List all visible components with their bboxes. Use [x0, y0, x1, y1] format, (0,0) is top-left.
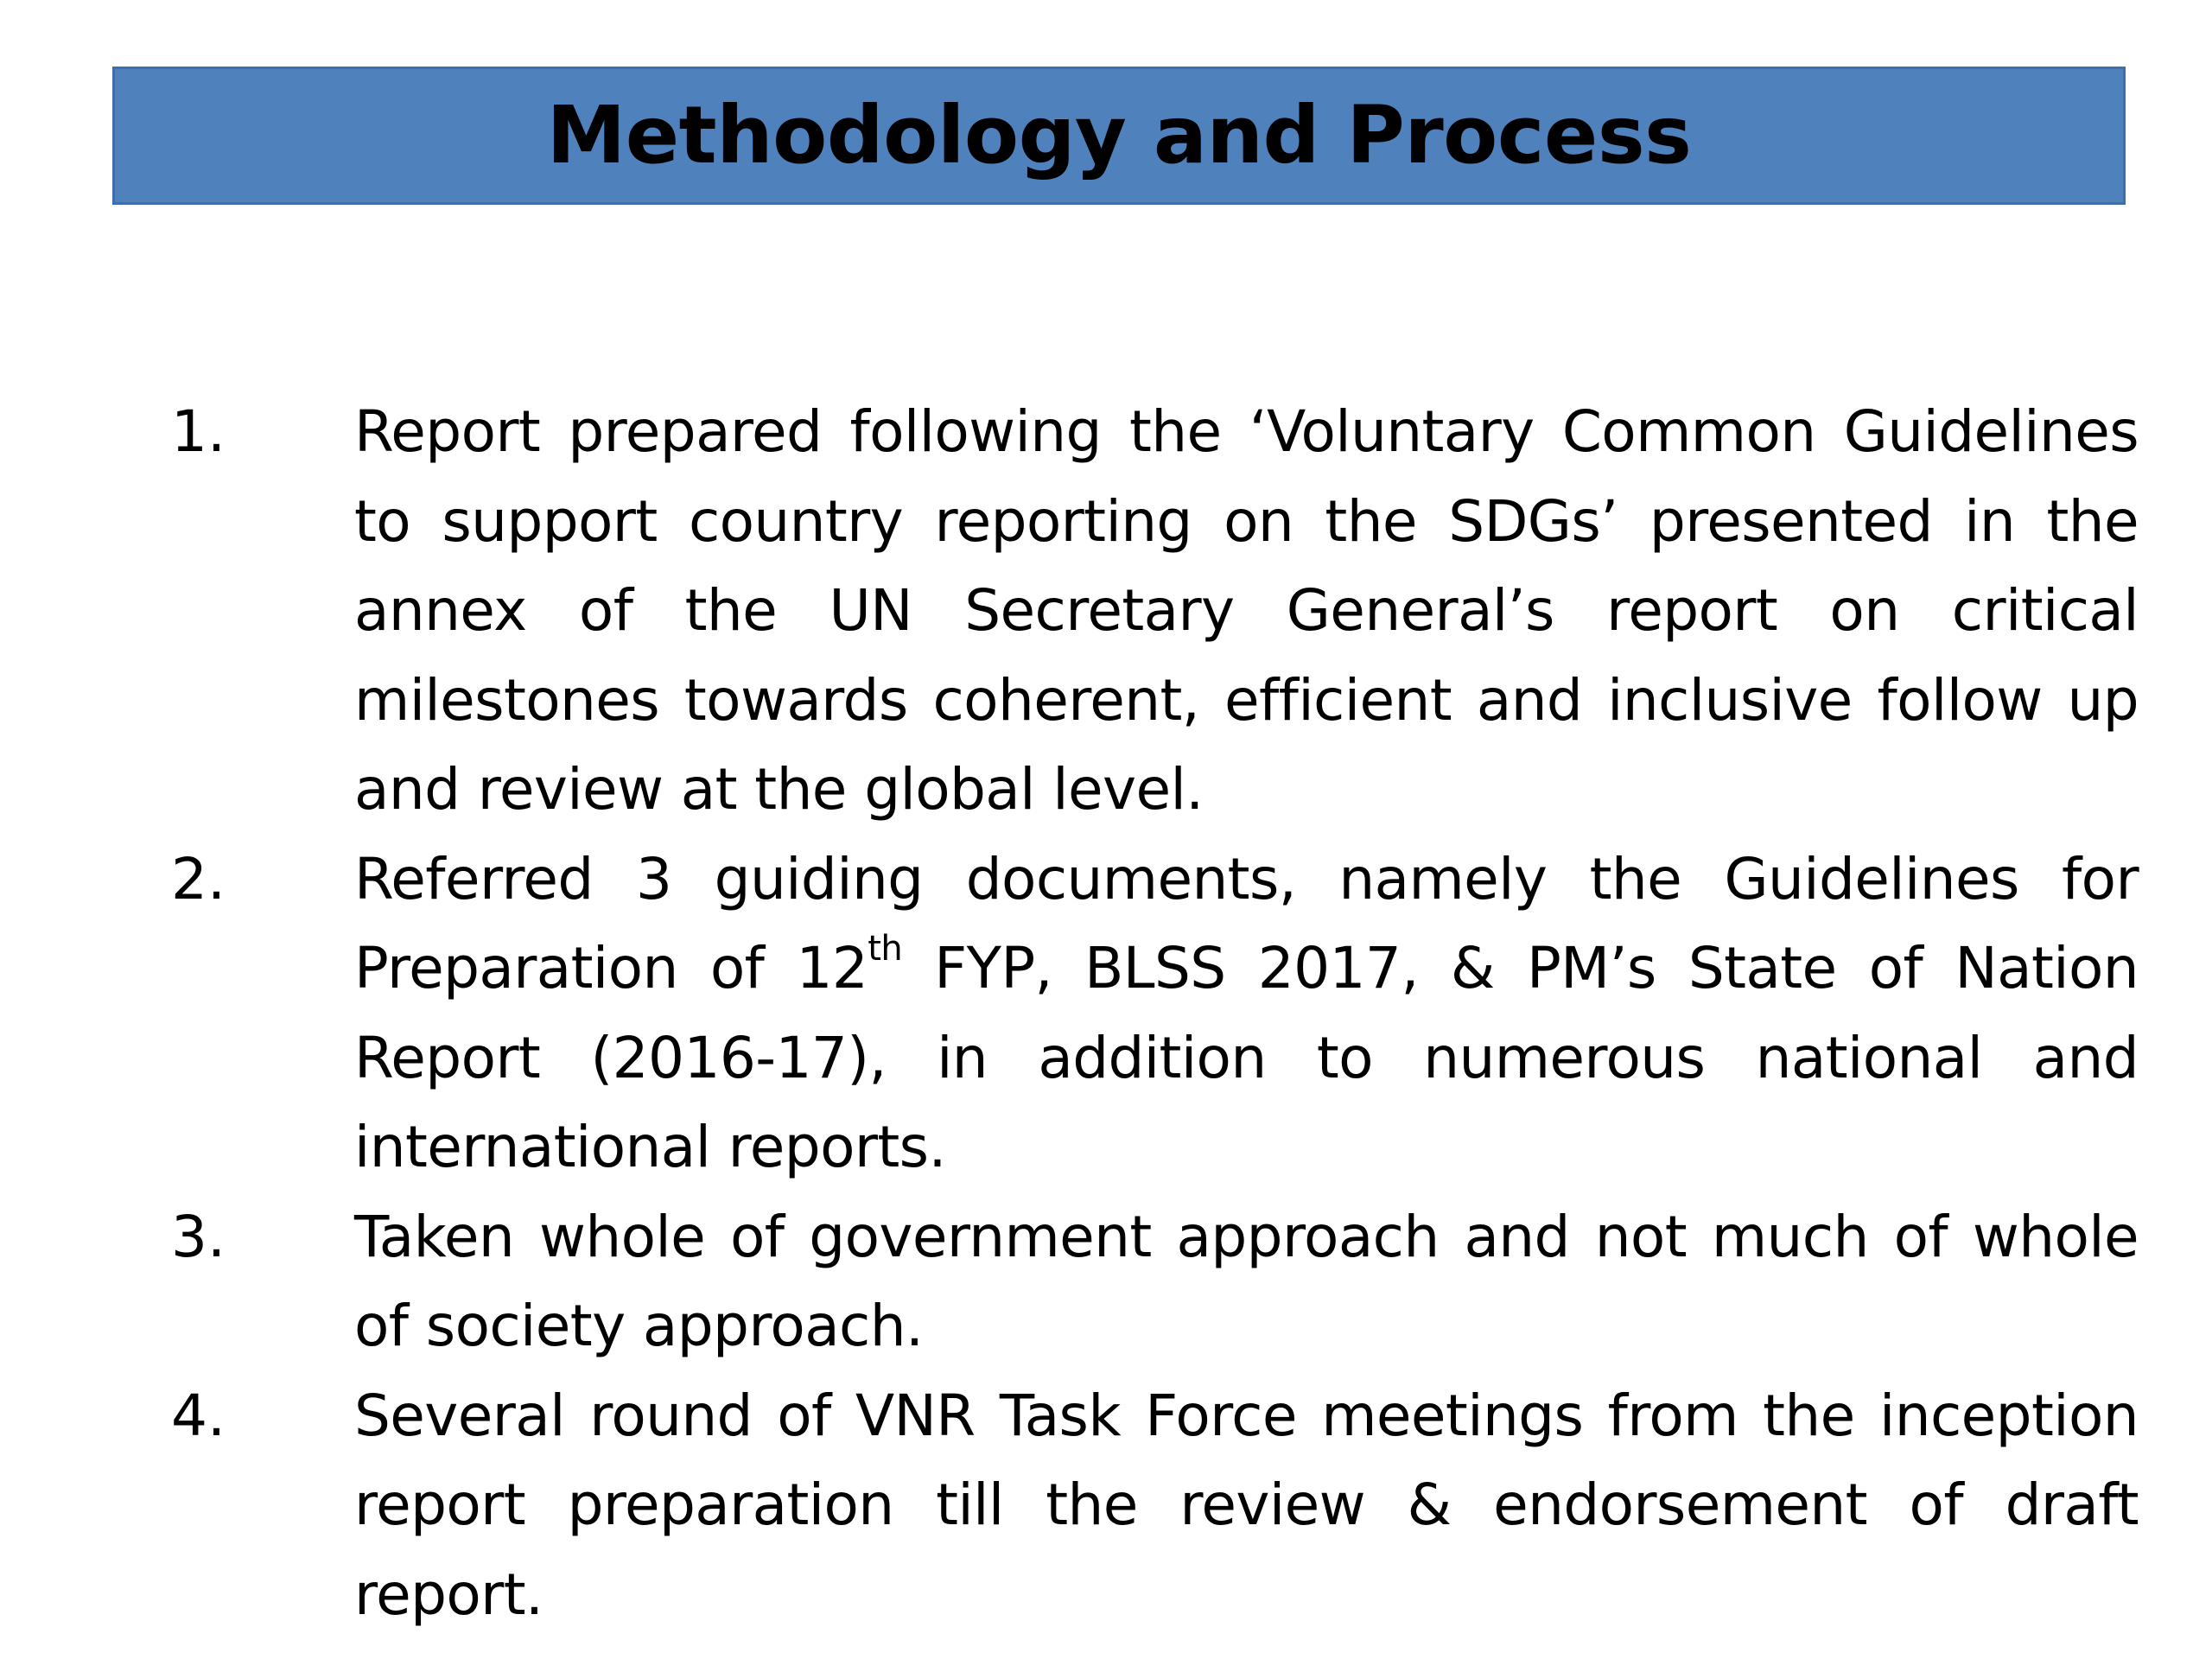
list-item-2 [171, 835, 2139, 1192]
slide-title: Methodology and Process [546, 89, 1692, 181]
list-item-text [354, 835, 2139, 1192]
list-number: 2. [171, 845, 226, 912]
list-item-3 [171, 1192, 2139, 1371]
list-item-text: Several round of VNR Task Force meetings from the inception report preparation till the review & endorsement of draft report. [354, 1382, 2139, 1628]
list-number: 1. [171, 398, 226, 465]
list-item-1 [171, 387, 2139, 835]
list-item-text: Report prepared following the ‘Voluntary Common Guidelines to support country reporting on the SDGs’ presented in the annex of the UN Secretary General’s report on critical milestones towards coherent, efficient and inclusive follow up and review at the global level. [354, 398, 2139, 823]
list-item-4 [171, 1371, 2139, 1640]
list-number: 3. [171, 1203, 226, 1270]
list-item-text-part: Referred 3 guiding documents, namely the Guidelines for Preparation of 12 [354, 845, 2139, 1001]
list-number: 4. [171, 1382, 226, 1449]
title-bar [112, 67, 2126, 205]
list-item-text-part: FYP, BLSS 2017, & PM’s State of Nation Report (2016-17), in addition to numerous national and international reports. [354, 935, 2139, 1180]
numbered-list [171, 387, 2139, 1639]
ordinal-superscript: th [868, 929, 903, 969]
list-item-text: Taken whole of government approach and not much of whole of society approach. [354, 1203, 2139, 1359]
